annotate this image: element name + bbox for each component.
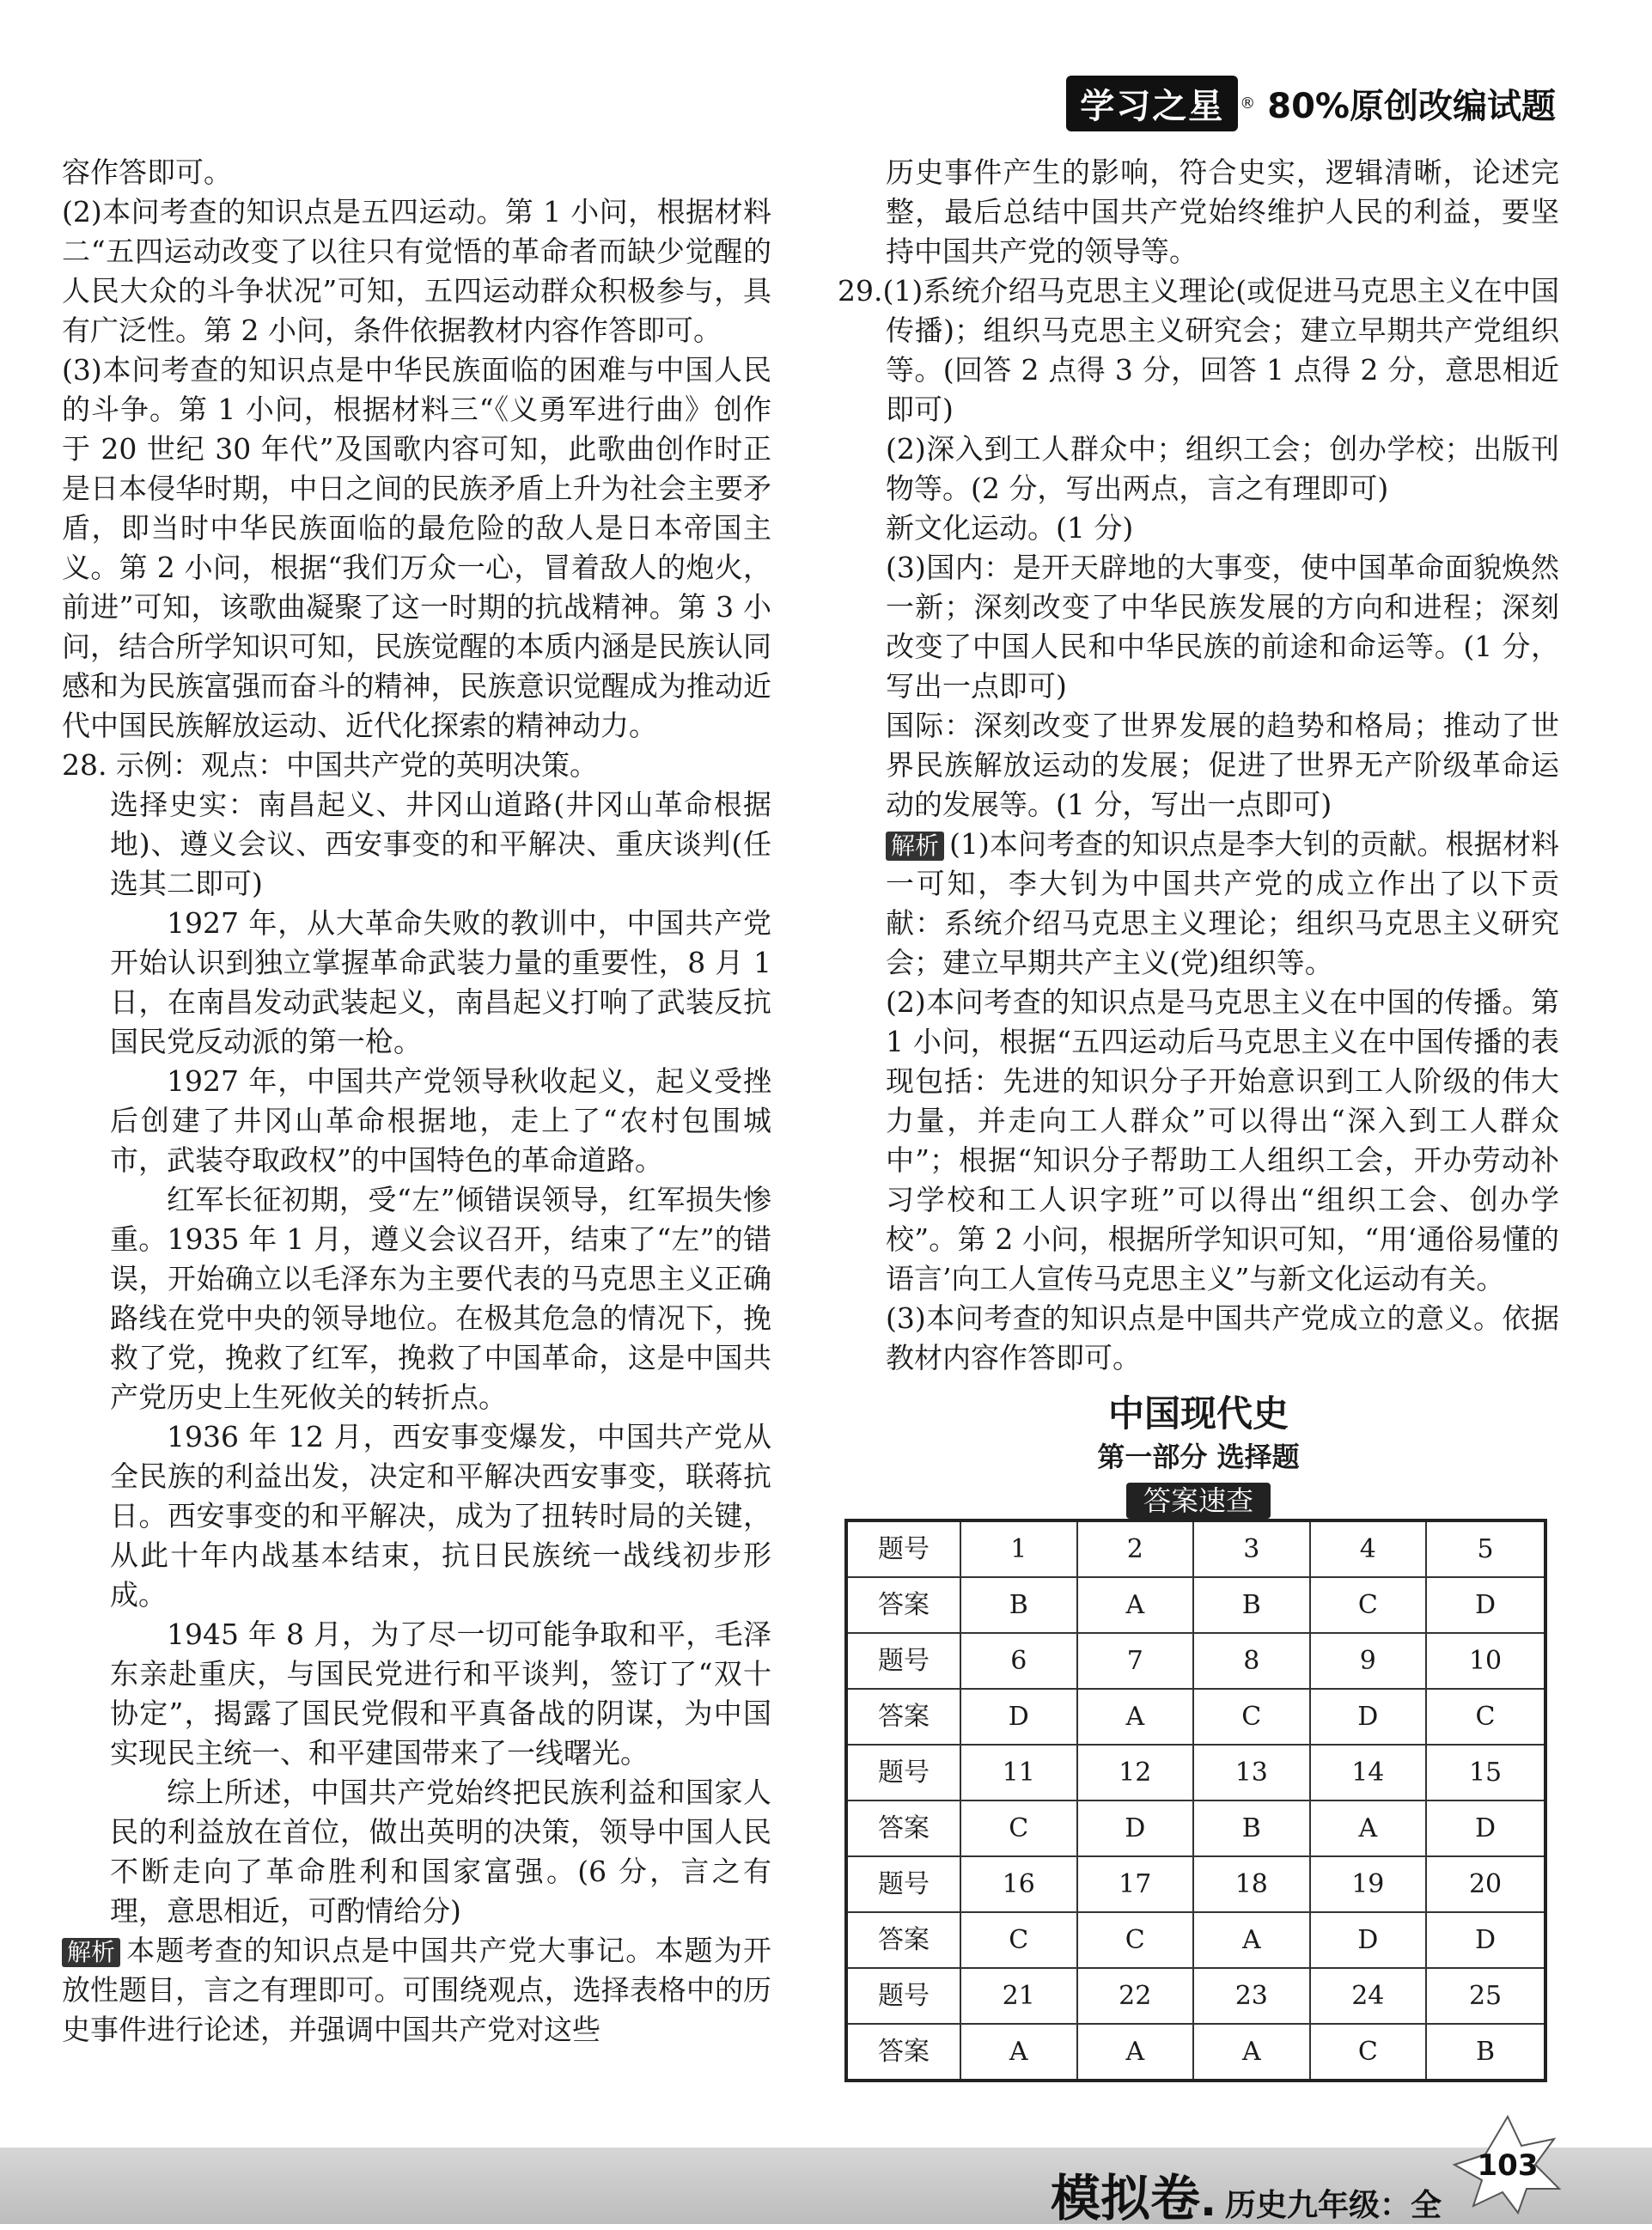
answer-row (846, 1689, 1545, 1745)
answer-cell: C (960, 1800, 1077, 1856)
paragraph: 1927 年，从大革命失败的教训中，中国共产党开始认识到独立掌握革命武装力量的重要性，8 月 1 日，在南昌发动武装起义，南昌起义打响了武装反抗国民党反动派的第一枪。 (110, 906, 771, 1058)
row-header: 题号 (846, 1745, 960, 1800)
answer-cell: B (1426, 2024, 1545, 2081)
answer-cell: A (960, 2024, 1077, 2081)
answer-quick-check-badge: 答案速查 (1126, 1483, 1271, 1519)
paragraph: (2)本问考查的知识点是马克思主义在中国的传播。第 1 小问，根据“五四运动后马克思主义在中国传播的表现包括：先进的知识分子开始意识到工人阶级的伟大力量，并走向工人群众”可以得出“深入到工人群众中”；根据“知识分子帮助工人组织工会，开办劳动补习学校和工人识字班”可以得出“组织工会、创办学校”。第 2 小问，根据所学知识可知，“用‘通俗易懂的语言’向工人宣传马克思主义”与新文化运动有关。 (886, 985, 1559, 1295)
paragraph: 选择史实：南昌起义、井冈山道路(井冈山革命根据地)、遵义会议、西安事变的和平解决、重庆谈判(任选其二即可) (110, 788, 771, 900)
question-number-cell: 23 (1193, 1968, 1310, 2024)
left-column (62, 153, 771, 2050)
question-number-cell: 24 (1310, 1968, 1427, 2024)
row-header: 题号 (846, 1633, 960, 1689)
row-header: 题号 (846, 1520, 960, 1577)
question-number-cell: 1 (960, 1520, 1077, 1577)
question-number-row (846, 1633, 1545, 1689)
answer-row (846, 2024, 1545, 2081)
question-number-cell: 13 (1193, 1745, 1310, 1800)
question-number-cell: 7 (1077, 1633, 1194, 1689)
answer-cell: C (1310, 1577, 1427, 1633)
analysis-tag: 解析 (886, 832, 944, 861)
answer-cell: B (1193, 1577, 1310, 1633)
question-number-cell: 20 (1426, 1856, 1545, 1912)
question-number-cell: 22 (1077, 1968, 1194, 2024)
answer-cell: C (1077, 1912, 1194, 1968)
right-column (838, 153, 1559, 2082)
question-number-cell: 10 (1426, 1633, 1545, 1689)
paragraph: 国际：深刻改变了世界发展的趋势和格局；推动了世界民族解放运动的发展；促进了世界无产阶级革命运动的发展等。(1 分，写出一点即可) (886, 709, 1559, 821)
answer-row (846, 1912, 1545, 1968)
paragraph: (3)国内：是开天辟地的大事变，使中国革命面貌焕然一新；深刻改变了中华民族发展的方向和进程；深刻改变了中国人民和中华民族的前途和命运等。(1 分，写出一点即可) (886, 551, 1559, 703)
row-header: 答案 (846, 1577, 960, 1633)
question-number-cell: 12 (1077, 1745, 1194, 1800)
question-number-cell: 8 (1193, 1633, 1310, 1689)
answer-cell: B (960, 1577, 1077, 1633)
answer-cell: A (1193, 2024, 1310, 2081)
question-number-row (846, 1856, 1545, 1912)
answer-cell: D (960, 1689, 1077, 1745)
answer-table (844, 1519, 1547, 2082)
answer-cell: D (1077, 1800, 1194, 1856)
answer-cell: A (1077, 1689, 1194, 1745)
row-header: 答案 (846, 2024, 960, 2081)
analysis-text: (1)本问考查的知识点是李大钊的贡献。根据材料一可知，李大钊为中国共产党的成立作出了以下贡献：系统介绍马克思主义理论；组织马克思主义研究会；建立早期共产主义(党)组织等。 (886, 827, 1559, 979)
paragraph: 历史事件产生的影响，符合史实，逻辑清晰，论述完整，最后总结中国共产党始终维护人民的利益，要坚持中国共产党的领导等。 (886, 155, 1559, 268)
question-number-row (846, 1968, 1545, 2024)
section-title: 中国现代史 (1107, 1392, 1289, 1435)
question-number-cell: 25 (1426, 1968, 1545, 2024)
paragraph: (2)深入到工人群众中；组织工会；创办学校；出版刊物等。(2 分，写出两点，言之有理即可) (886, 432, 1559, 505)
analysis-paragraph (838, 825, 1559, 983)
paragraph: (3)本问考查的知识点是中华民族面临的困难与中国人民的斗争。第 1 小问，根据材料三“《义勇军进行曲》创作于 20 世纪 30 年代”及国歌内容可知，此歌曲创作时正是日本侵华时期，中日之间的民族矛盾上升为社会主要矛盾，即当时中华民族面临的最危险的敌人是日本帝国主义。第 2 小问，根据“我们万众一心，冒着敌人的炮火，前进”可知，该歌曲凝聚了这一时期的抗战精神。第 3 小问，结合所学知识可知，民族觉醒的本质内涵是民族认同感和为民族富强而奋斗的精神，民族意识觉醒成为推动近代中国民族解放运动、近代化探索的精神动力。 (62, 353, 771, 742)
question-number-cell: 21 (960, 1968, 1077, 2024)
paragraph: 新文化运动。(1 分) (886, 511, 1134, 545)
paragraph: (3)本问考查的知识点是中国共产党成立的意义。依据教材内容作答即可。 (886, 1301, 1559, 1374)
paragraph: 容作答即可。 (62, 155, 232, 189)
answer-cell: A (1077, 1577, 1194, 1633)
section-subtitle: 第一部分 选择题 (1097, 1441, 1300, 1473)
analysis-tag: 解析 (62, 1938, 120, 1967)
footer-subject: 历史九年级：全 (1224, 2188, 1442, 2223)
answer-cell: D (1310, 1912, 1427, 1968)
question-29: 29.(1)系统介绍马克思主义理论(或促进马克思主义在中国传播)；组织马克思主义研究会；建立早期共产党组织等。(回答 2 点得 3 分，回答 1 点得 2 分，意思相近即可) (838, 274, 1559, 426)
question-number-cell: 4 (1310, 1520, 1427, 1577)
question-number-cell: 18 (1193, 1856, 1310, 1912)
paragraph: 综上所述，中国共产党始终把民族利益和国家人民的利益放在首位，做出英明的决策，领导中国人民不断走向了革命胜利和国家富强。(6 分，言之有理，意思相近，可酌情给分) (110, 1776, 771, 1928)
footer-book-title (1051, 2158, 1442, 2230)
question-number-cell: 16 (960, 1856, 1077, 1912)
row-header: 答案 (846, 1689, 960, 1745)
question-number-cell: 2 (1077, 1520, 1194, 1577)
question-number-cell: 3 (1193, 1520, 1310, 1577)
page-number-star (1439, 2113, 1576, 2216)
question-number-cell: 5 (1426, 1520, 1545, 1577)
header-title: 80%原创改编试题 (1267, 86, 1556, 126)
answer-cell: D (1426, 1912, 1545, 1968)
footer-book: 模拟卷 (1050, 2169, 1200, 2227)
paragraph: (2)本问考查的知识点是五四运动。第 1 小问，根据材料二“五四运动改变了以往只有觉悟的革命者而缺少觉醒的人民大众的斗争状况”可知，五四运动群众积极参与，具有广泛性。第 2 小问，条件依据教材内容作答即可。 (62, 195, 771, 347)
question-number-cell: 15 (1426, 1745, 1545, 1800)
answer-table-body (846, 1520, 1545, 2081)
brand-logo: 学习之星 (1066, 76, 1238, 131)
page-header (1066, 77, 1556, 129)
paragraph: 1945 年 8 月，为了尽一切可能争取和平，毛泽东亲赴重庆，与国民党进行和平谈判，签订了“双十协定”，揭露了国民党假和平真备战的阴谋，为中国实现民主统一、和平建国带来了一线曙光。 (110, 1618, 771, 1770)
answer-cell: D (1426, 1577, 1545, 1633)
question-number-cell: 9 (1310, 1633, 1427, 1689)
answer-badge-wrap (838, 1481, 1559, 1519)
answer-cell: C (1193, 1689, 1310, 1745)
answer-cell: A (1077, 2024, 1194, 2081)
row-header: 答案 (846, 1800, 960, 1856)
question-number-row (846, 1745, 1545, 1800)
paragraph: 1936 年 12 月，西安事变爆发，中国共产党从全民族的利益出发，决定和平解决西安事变，联蒋抗日。西安事变的和平解决，成为了扭转时局的关键，从此十年内战基本结束，抗日民族统一战线初步形成。 (110, 1420, 771, 1612)
question-number-cell: 11 (960, 1745, 1077, 1800)
page-number: 103 (1477, 2148, 1539, 2183)
answer-cell: D (1426, 1800, 1545, 1856)
answer-cell: B (1193, 1800, 1310, 1856)
question-number-row (846, 1520, 1545, 1577)
answer-cell: C (1310, 2024, 1427, 2081)
answer-cell: C (1426, 1689, 1545, 1745)
row-header: 答案 (846, 1912, 960, 1968)
analysis-text: 本题考查的知识点是中国共产党大事记。本题为开放性题目，言之有理即可。可围绕观点，选择表格中的历史事件进行论述，并强调中国共产党对这些 (62, 1934, 771, 2046)
registered-mark: ® (1240, 94, 1256, 113)
page-footer (0, 2148, 1652, 2227)
question-number-cell: 14 (1310, 1745, 1427, 1800)
answer-row (846, 1577, 1545, 1633)
question-number-cell: 17 (1077, 1856, 1194, 1912)
answer-cell: C (960, 1912, 1077, 1968)
answer-cell: A (1310, 1800, 1427, 1856)
row-header: 题号 (846, 1856, 960, 1912)
answer-cell: D (1310, 1689, 1427, 1745)
question-28: 28. 示例：观点：中国共产党的英明决策。 (62, 748, 598, 782)
answer-row (846, 1800, 1545, 1856)
analysis-paragraph (62, 1931, 771, 2050)
paragraph: 红军长征初期，受“左”倾错误领导，红军损失惨重。1935 年 1 月，遵义会议召开，结束了“左”的错误，开始确立以毛泽东为主要代表的马克思主义正确路线在党中央的领导地位。在极其危急的情况下，挽救了党，挽救了红军，挽救了中国革命，这是中国共产党历史上生死攸关的转折点。 (110, 1183, 771, 1414)
row-header: 题号 (846, 1968, 960, 2024)
answer-cell: A (1193, 1912, 1310, 1968)
footer-dot: . (1199, 2176, 1216, 2226)
question-number-cell: 19 (1310, 1856, 1427, 1912)
question-number-cell: 6 (960, 1633, 1077, 1689)
paragraph: 1927 年，中国共产党领导秋收起义，起义受挫后创建了井冈山革命根据地，走上了“农村包围城市，武装夺取政权”的中国特色的革命道路。 (110, 1064, 771, 1177)
